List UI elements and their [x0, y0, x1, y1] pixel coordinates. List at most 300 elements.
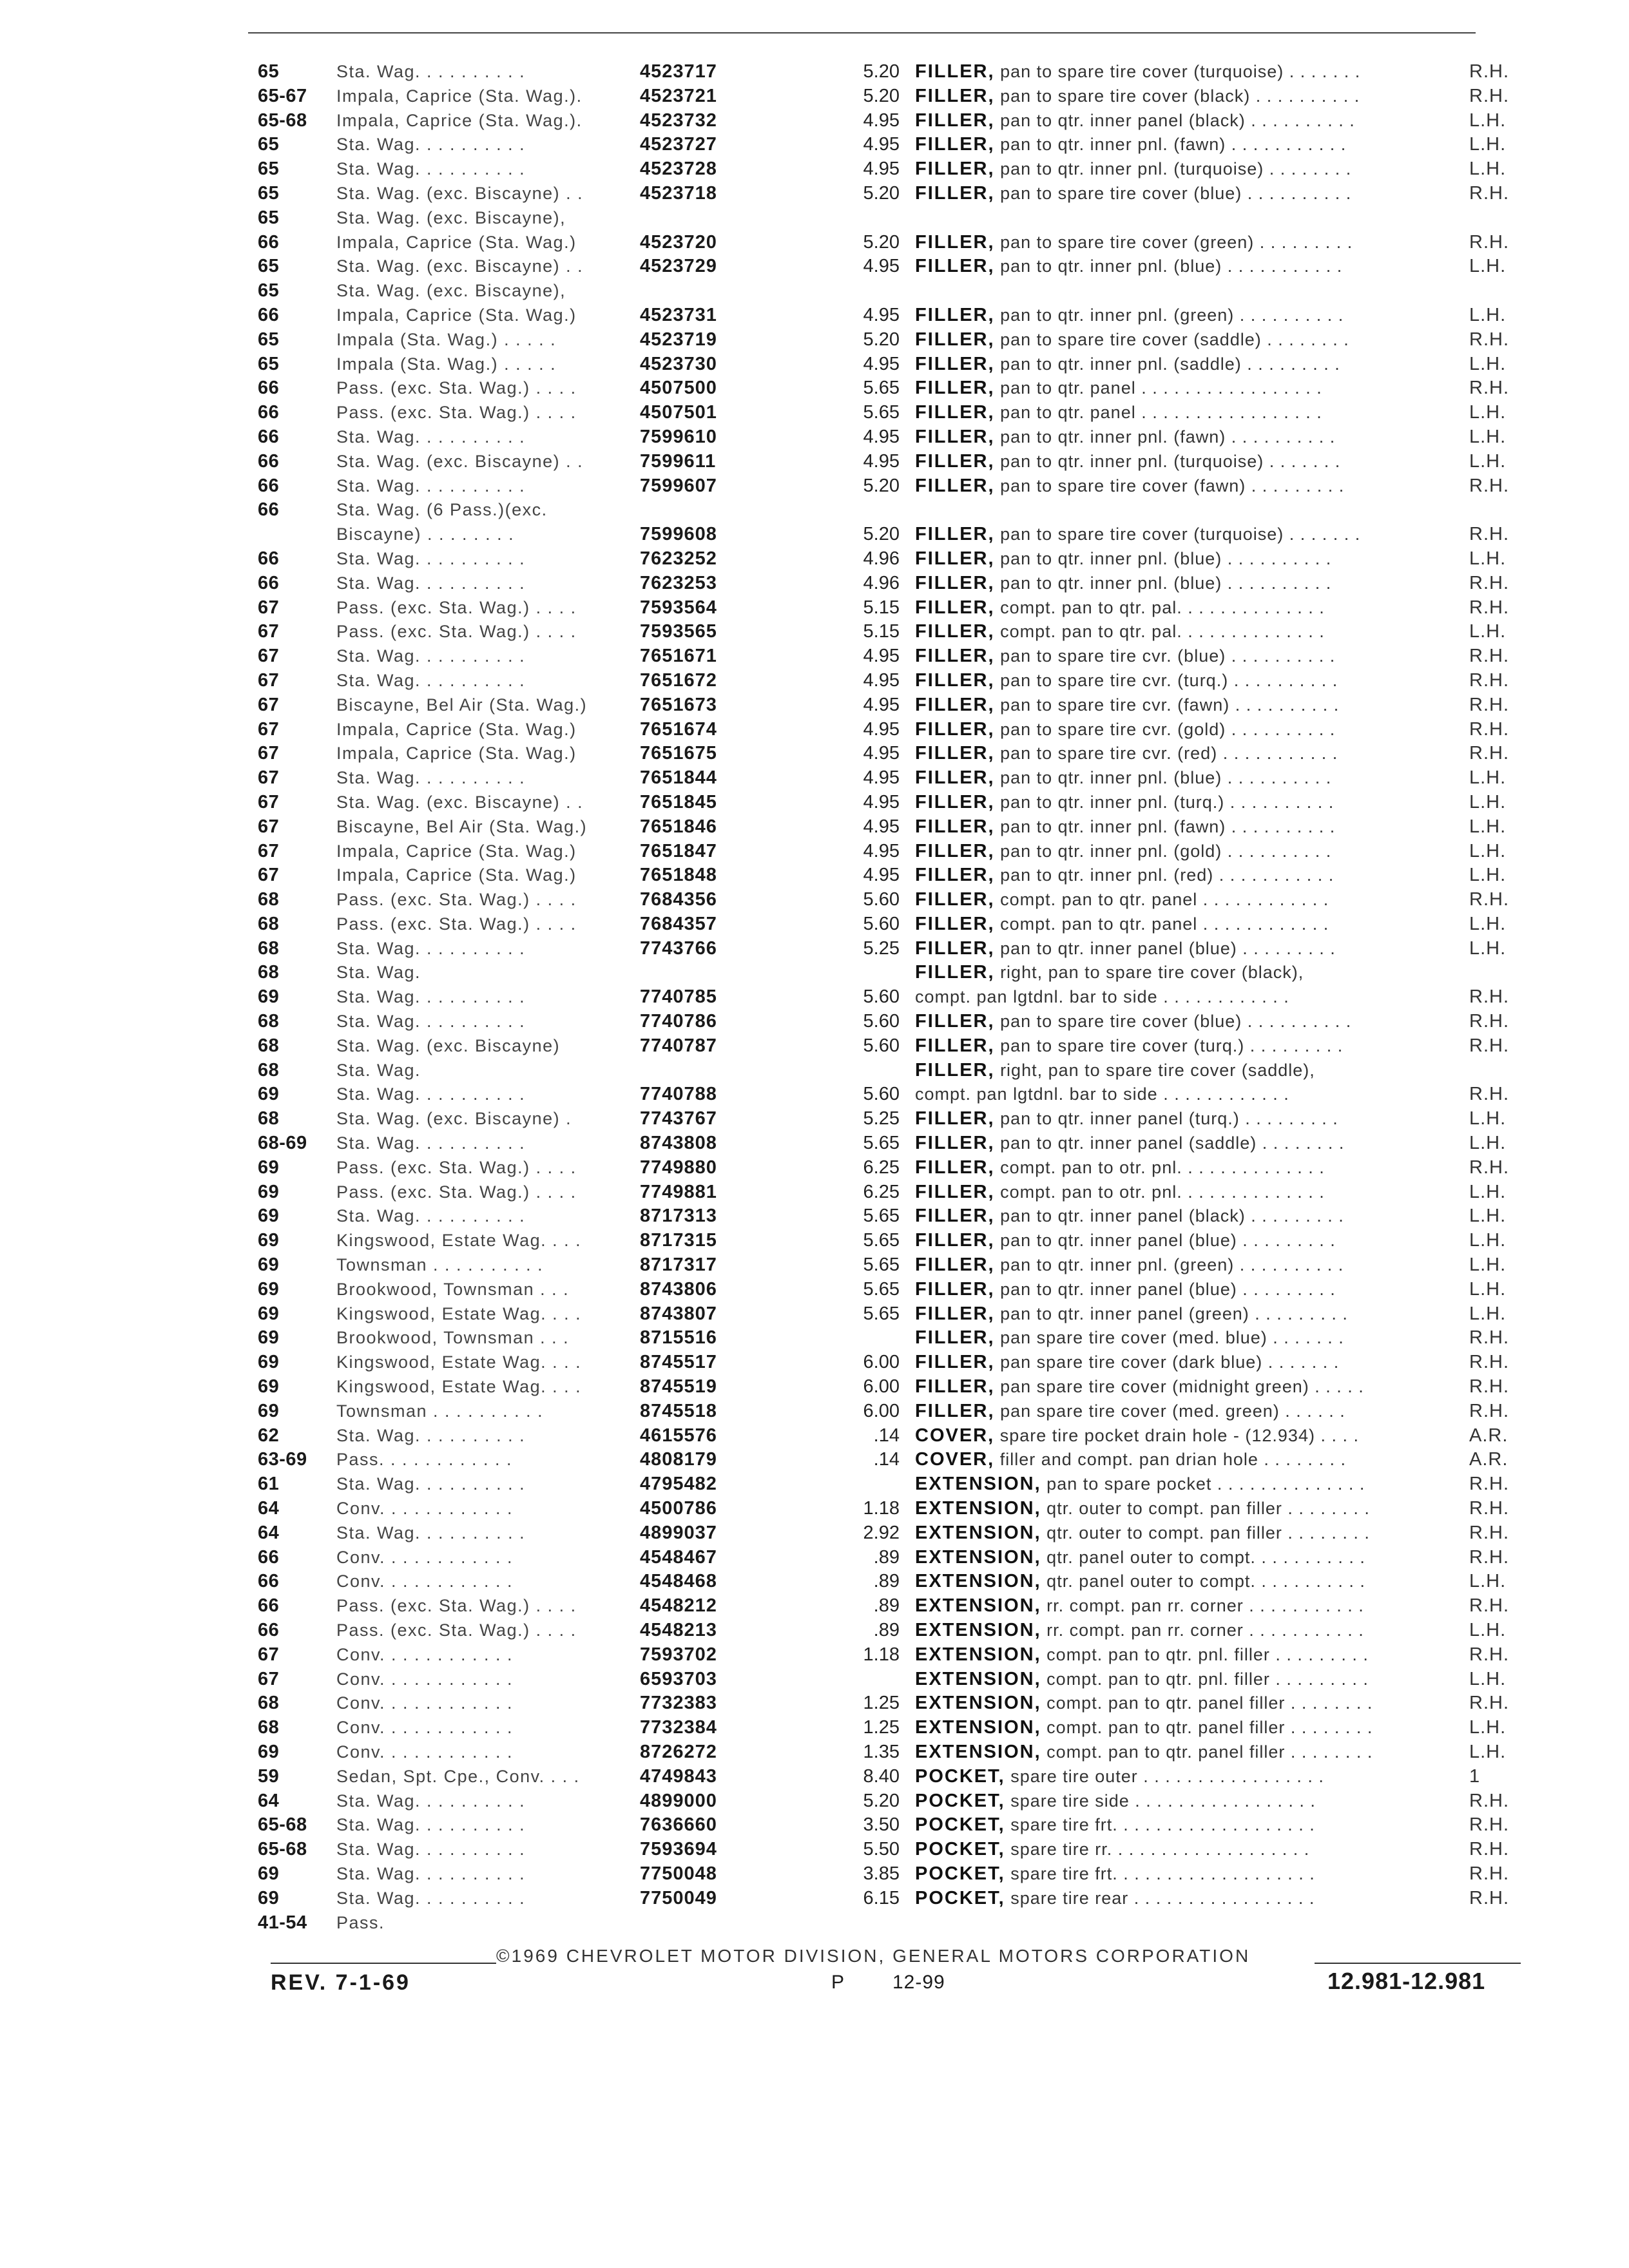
item-description: compt. pan to qtr. panel filler . . . . . . . .	[1046, 1742, 1373, 1762]
item-name: FILLER,	[915, 426, 995, 447]
table-row	[258, 1204, 1534, 1229]
year-cell: 68	[258, 962, 280, 983]
side-cell: R.H.	[1469, 85, 1509, 106]
price-cell: 4.95	[863, 110, 900, 131]
table-row	[258, 1546, 1534, 1570]
price-cell: 5.25	[863, 937, 900, 959]
item-description: compt. pan to qtr. pal. . . . . . . . . . . . . .	[1000, 622, 1325, 642]
year-cell: 67	[258, 816, 280, 837]
item-description: pan to qtr. inner panel (blue) . . . . . . . . .	[1000, 1279, 1336, 1299]
item-description: pan to spare tire cover (saddle) . . . . . . . .	[1000, 329, 1349, 349]
description-cell	[915, 985, 1289, 1010]
price-cell: 4.95	[863, 669, 900, 691]
item-name: FILLER,	[915, 718, 995, 740]
item-name: FILLER,	[915, 1254, 995, 1276]
item-description: compt. pan to otr. pnl. . . . . . . . . . . . . .	[1000, 1182, 1325, 1202]
side-cell: R.H.	[1469, 597, 1509, 618]
description-cell	[915, 644, 1335, 669]
side-cell: R.H.	[1469, 61, 1509, 82]
item-name: FILLER,	[915, 85, 995, 106]
table-row	[258, 937, 1534, 961]
side-cell: R.H.	[1469, 694, 1509, 715]
item-name: FILLER,	[915, 840, 995, 861]
table-row	[258, 1278, 1534, 1302]
part-number-cell: 7749880	[640, 1157, 717, 1178]
description-cell	[915, 1131, 1344, 1156]
item-description: pan to spare tire cover (turquoise) . . . . . . .	[1000, 62, 1361, 81]
item-description: pan to spare tire cvr. (red) . . . . . . . . . . .	[1000, 744, 1338, 764]
price-cell: 5.65	[863, 1206, 900, 1227]
item-description: qtr. panel outer to compt. . . . . . . . . . .	[1046, 1547, 1365, 1567]
year-cell: 65	[258, 159, 280, 180]
year-cell: 66	[258, 231, 280, 253]
side-cell: L.H.	[1469, 1254, 1507, 1276]
side-cell: A.R.	[1469, 1449, 1509, 1470]
model-cell: Sta. Wag. . . . . . . . . .	[336, 1840, 526, 1860]
side-cell: L.H.	[1469, 450, 1507, 472]
footer-rule-right	[1315, 1963, 1521, 1964]
table-row	[258, 547, 1534, 572]
side-cell: L.H.	[1469, 1668, 1507, 1689]
price-cell: 5.20	[863, 475, 900, 496]
price-cell: 3.85	[863, 1863, 900, 1884]
page-number: 12-99	[892, 1972, 945, 1993]
description-cell	[915, 1862, 1315, 1887]
table-row	[258, 303, 1534, 328]
item-name: COVER,	[915, 1425, 995, 1446]
part-number-cell: 4523720	[640, 231, 717, 253]
table-row	[258, 376, 1534, 401]
item-description: compt. pan to qtr. pnl. filler . . . . . . . . .	[1046, 1644, 1369, 1664]
item-description: pan spare tire cover (med. blue) . . . . . . .	[1000, 1328, 1344, 1348]
year-cell: 69	[258, 1376, 280, 1398]
year-cell: 67	[258, 767, 280, 789]
description-cell	[915, 60, 1360, 84]
part-number-cell: 7651675	[640, 743, 717, 764]
model-cell: Sta. Wag. . . . . . . . . .	[336, 1012, 526, 1032]
model-cell: Biscayne, Bel Air (Sta. Wag.)	[336, 695, 588, 715]
year-cell: 63-69	[258, 1449, 307, 1470]
price-cell: 4.95	[863, 646, 900, 667]
price-cell: 5.60	[863, 1035, 900, 1056]
item-name: FILLER,	[915, 159, 995, 180]
item-name: EXTENSION,	[915, 1620, 1041, 1640]
side-cell: L.H.	[1469, 1133, 1507, 1154]
part-number-cell: 7749881	[640, 1181, 717, 1202]
description-cell	[915, 766, 1331, 791]
part-number-cell: 4548467	[640, 1546, 717, 1568]
model-cell: Conv. . . . . . . . . . . .	[336, 1718, 514, 1738]
price-cell: 5.20	[863, 329, 900, 350]
item-description: pan to spare tire cover (fawn) . . . . . . . . .	[1000, 476, 1345, 495]
description-cell	[915, 669, 1338, 693]
model-cell: Pass. . . . . . . . . . . .	[336, 1450, 513, 1470]
table-row	[258, 644, 1534, 669]
description-cell	[915, 1180, 1325, 1205]
price-cell: 5.15	[863, 621, 900, 642]
part-number-cell: 4808179	[640, 1449, 717, 1470]
year-cell: 66	[258, 572, 280, 593]
item-description: pan to qtr. inner pnl. (blue) . . . . . . . . . .	[1000, 768, 1332, 788]
description-cell	[915, 1667, 1369, 1692]
part-number-cell: 8745519	[640, 1376, 717, 1398]
side-cell: R.H.	[1469, 1693, 1509, 1714]
description-cell	[915, 1448, 1346, 1472]
year-cell: 66	[258, 304, 280, 325]
year-cell: 67	[258, 743, 280, 764]
part-number-cell: 7651845	[640, 791, 717, 812]
model-cell: Pass. (exc. Sta. Wag.) . . . .	[336, 1596, 577, 1616]
year-cell: 65-68	[258, 1839, 307, 1860]
item-name: FILLER,	[915, 1108, 995, 1129]
item-name: FILLER,	[915, 1327, 995, 1349]
table-row	[258, 1716, 1534, 1740]
description-cell	[915, 109, 1355, 133]
table-row	[258, 1034, 1534, 1059]
price-cell: 5.65	[863, 1278, 900, 1300]
price-cell: 1.18	[863, 1498, 900, 1519]
table-row	[258, 1399, 1534, 1424]
part-number-cell: 8726272	[640, 1741, 717, 1762]
price-cell: 6.25	[863, 1181, 900, 1202]
table-row	[258, 84, 1534, 109]
part-number-cell: 8717315	[640, 1230, 717, 1251]
side-cell: R.H.	[1469, 1352, 1509, 1373]
item-name: FILLER,	[915, 1059, 995, 1081]
description-cell	[915, 425, 1335, 450]
price-cell: 5.25	[863, 1108, 900, 1129]
description-cell	[915, 1082, 1289, 1107]
price-cell: 4.95	[863, 134, 900, 155]
side-cell: L.H.	[1469, 548, 1507, 569]
item-name: EXTENSION,	[915, 1717, 1041, 1738]
side-cell: L.H.	[1469, 865, 1507, 886]
item-description: qtr. outer to compt. pan filler . . . . . . . .	[1046, 1523, 1370, 1542]
year-cell: 67	[258, 646, 280, 667]
price-cell: 5.65	[863, 1133, 900, 1154]
revision-date: REV. 7-1-69	[271, 1970, 410, 1995]
side-cell: R.H.	[1469, 1644, 1509, 1665]
description-cell	[915, 547, 1331, 572]
table-row	[258, 1424, 1534, 1448]
side-cell: L.H.	[1469, 1230, 1507, 1251]
part-number-cell: 4523719	[640, 329, 717, 350]
price-cell: 1.25	[863, 1693, 900, 1714]
side-cell: L.H.	[1469, 621, 1507, 642]
year-cell: 66	[258, 499, 280, 521]
model-cell: Sta. Wag. . . . . . . . . .	[336, 548, 526, 568]
table-row	[258, 1010, 1534, 1034]
side-cell: R.H.	[1469, 1522, 1509, 1543]
description-cell	[915, 182, 1351, 206]
table-row	[258, 620, 1534, 644]
item-description: pan to qtr. inner pnl. (blue) . . . . . . . . . . .	[1000, 256, 1343, 276]
model-cell: Sta. Wag. . . . . . . . . .	[336, 573, 526, 593]
side-cell: R.H.	[1469, 1546, 1509, 1568]
year-cell: 65-67	[258, 85, 307, 106]
year-cell: 66	[258, 548, 280, 569]
item-name: FILLER,	[915, 1206, 995, 1227]
model-cell: Brookwood, Townsman . . .	[336, 1328, 570, 1348]
item-description: pan to qtr. inner panel (turq.) . . . . . . . . .	[1000, 1109, 1338, 1129]
part-number-cell: 4615576	[640, 1425, 717, 1446]
year-cell: 69	[258, 1741, 280, 1762]
side-cell: L.H.	[1469, 353, 1507, 374]
item-description: pan to qtr. inner pnl. (turquoise) . . . . . . . .	[1000, 159, 1352, 179]
item-description: compt. pan to qtr. pal. . . . . . . . . . . . . .	[1000, 597, 1325, 617]
price-cell: 5.60	[863, 1084, 900, 1105]
copyright-text: ©1969 CHEVROLET MOTOR DIVISION, GENERAL MOTORS CORPORATION	[496, 1946, 1251, 1966]
model-cell: Pass.	[336, 1912, 385, 1932]
description-cell	[915, 620, 1325, 644]
description-cell	[915, 1059, 1315, 1083]
model-cell: Sta. Wag. . . . . . . . . .	[336, 1791, 526, 1811]
description-cell	[915, 1375, 1364, 1399]
item-description: pan to spare tire cvr. (blue) . . . . . . . . . .	[1000, 646, 1336, 666]
item-name: FILLER,	[915, 743, 995, 764]
part-number-cell: 7651671	[640, 646, 717, 667]
side-cell: L.H.	[1469, 402, 1507, 423]
year-cell: 65	[258, 61, 280, 82]
price-cell: 8.40	[863, 1765, 900, 1787]
price-cell: 4.95	[863, 159, 900, 180]
year-cell: 68	[258, 1693, 280, 1714]
year-cell: 67	[258, 621, 280, 642]
table-row	[258, 1059, 1534, 1083]
table-row	[258, 157, 1534, 182]
price-cell: 5.20	[863, 524, 900, 545]
year-cell: 66	[258, 475, 280, 496]
description-cell	[915, 401, 1322, 425]
table-row	[258, 669, 1534, 693]
model-cell: Sta. Wag. . . . . . . . . .	[336, 476, 526, 495]
part-number-cell: 4523730	[640, 353, 717, 374]
item-description: spare tire side . . . . . . . . . . . . . . . . .	[1010, 1791, 1316, 1811]
model-cell: Pass. (exc. Sta. Wag.) . . . .	[336, 1182, 577, 1202]
price-cell: 6.00	[863, 1352, 900, 1373]
table-row	[258, 1521, 1534, 1546]
year-cell: 69	[258, 1230, 280, 1251]
description-cell	[915, 596, 1325, 620]
part-number-cell: 8743807	[640, 1303, 717, 1324]
model-cell: Sta. Wag. . . . . . . . . .	[336, 1084, 526, 1104]
part-number-cell: 7651673	[640, 694, 717, 715]
item-description: pan to spare tire cover (turquoise) . . . . . . .	[1000, 524, 1361, 544]
description-cell	[915, 1326, 1344, 1350]
price-cell: 5.60	[863, 986, 900, 1008]
model-cell: Brookwood, Townsman . . .	[336, 1279, 570, 1299]
part-number-cell: 4548212	[640, 1595, 717, 1617]
item-description: rr. compt. pan rr. corner . . . . . . . . . . .	[1046, 1620, 1364, 1640]
item-description: pan to qtr. inner panel (green) . . . . . . . . .	[1000, 1303, 1348, 1323]
item-name: FILLER,	[915, 256, 995, 277]
price-cell: .89	[873, 1571, 900, 1592]
item-description: pan to qtr. inner pnl. (green) . . . . . . . . . .	[1000, 1255, 1344, 1275]
table-row	[258, 523, 1534, 547]
part-number-cell: 4523732	[640, 110, 717, 131]
model-cell: Sta. Wag. . . . . . . . . .	[336, 670, 526, 690]
side-cell: R.H.	[1469, 1498, 1509, 1519]
model-cell: Pass. (exc. Sta. Wag.) . . . .	[336, 378, 577, 398]
part-number-cell: 4507500	[640, 378, 717, 399]
table-row	[258, 1887, 1534, 1911]
page-mark: P	[831, 1972, 845, 1993]
year-cell: 69	[258, 1327, 280, 1349]
price-cell: 4.96	[863, 548, 900, 569]
price-cell: 5.60	[863, 913, 900, 934]
description-cell	[915, 912, 1329, 937]
price-cell: 5.65	[863, 1254, 900, 1276]
side-cell: L.H.	[1469, 134, 1507, 155]
side-cell: R.H.	[1469, 743, 1509, 764]
year-cell: 66	[258, 1620, 280, 1640]
part-number-cell: 7651847	[640, 840, 717, 861]
year-cell: 65	[258, 280, 280, 302]
description-cell	[915, 376, 1322, 401]
description-cell	[915, 1619, 1364, 1643]
item-name: FILLER,	[915, 475, 995, 496]
item-name: FILLER,	[915, 378, 995, 399]
price-cell: 4.95	[863, 426, 900, 447]
item-name: FILLER,	[915, 865, 995, 886]
item-name: POCKET,	[915, 1887, 1005, 1908]
part-number-cell: 4500786	[640, 1498, 717, 1519]
year-cell: 65	[258, 134, 280, 155]
side-cell: R.H.	[1469, 1839, 1509, 1860]
item-description: pan spare tire cover (med. green) . . . . . .	[1000, 1401, 1345, 1421]
table-row	[258, 718, 1534, 742]
table-row	[258, 255, 1534, 279]
part-number-cell: 4523729	[640, 256, 717, 277]
description-cell	[915, 1229, 1336, 1253]
model-cell: Pass. (exc. Sta. Wag.) . . . .	[336, 1620, 577, 1640]
item-name: FILLER,	[915, 329, 995, 350]
item-name: EXTENSION,	[915, 1474, 1041, 1495]
model-cell: Conv. . . . . . . . . . . .	[336, 1644, 514, 1664]
year-cell: 68	[258, 1717, 280, 1738]
price-cell: 4.96	[863, 572, 900, 593]
model-cell: Pass. (exc. Sta. Wag.) . . . .	[336, 914, 577, 934]
year-cell: 67	[258, 1668, 280, 1689]
table-row	[258, 1131, 1534, 1156]
item-description: pan spare tire cover (midnight green) . . . . .	[1000, 1377, 1364, 1397]
side-cell: R.H.	[1469, 889, 1509, 910]
description-cell	[915, 1691, 1373, 1716]
part-number-cell: 7593564	[640, 597, 717, 618]
part-number-cell: 8717313	[640, 1206, 717, 1227]
item-name: COVER,	[915, 1449, 995, 1470]
item-description: spare tire rear . . . . . . . . . . . . . . . . .	[1010, 1888, 1315, 1908]
table-row	[258, 1619, 1534, 1643]
description-cell	[915, 1253, 1344, 1278]
year-cell: 59	[258, 1765, 280, 1787]
year-cell: 66	[258, 426, 280, 447]
price-cell: 4.95	[863, 767, 900, 789]
description-cell	[915, 1570, 1365, 1594]
item-name: EXTENSION,	[915, 1546, 1041, 1568]
item-name: POCKET,	[915, 1839, 1005, 1860]
side-cell: L.H.	[1469, 304, 1507, 325]
table-row	[258, 1253, 1534, 1278]
year-cell: 67	[258, 597, 280, 618]
side-cell: A.R.	[1469, 1425, 1509, 1446]
item-name: FILLER,	[915, 621, 995, 642]
model-cell: Biscayne) . . . . . . . .	[336, 524, 515, 544]
side-cell: R.H.	[1469, 986, 1509, 1008]
item-name: FILLER,	[915, 1011, 995, 1032]
part-number-cell: 4795482	[640, 1474, 717, 1495]
part-number-cell: 7740785	[640, 986, 717, 1008]
price-cell: .14	[873, 1425, 900, 1446]
description-cell	[915, 1472, 1365, 1497]
item-description: spare tire frt. . . . . . . . . . . . . . . . . . .	[1010, 1815, 1315, 1835]
model-cell: Impala, Caprice (Sta. Wag.)	[336, 841, 577, 861]
item-description: spare tire frt. . . . . . . . . . . . . . . . . . .	[1010, 1863, 1315, 1883]
model-cell: Conv. . . . . . . . . . . .	[336, 1547, 514, 1567]
description-cell	[915, 791, 1334, 815]
part-number-cell: 8715516	[640, 1327, 717, 1349]
item-description: compt. pan to qtr. panel . . . . . . . . . . . .	[1000, 890, 1329, 910]
description-cell	[915, 1156, 1325, 1180]
year-cell: 69	[258, 1084, 280, 1105]
part-number-cell: 8745518	[640, 1400, 717, 1421]
side-cell: R.H.	[1469, 1863, 1509, 1884]
table-row	[258, 182, 1534, 206]
model-cell: Kingswood, Estate Wag. . . .	[336, 1303, 582, 1323]
model-cell: Sta. Wag. . . . . . . . . .	[336, 427, 526, 447]
item-name: FILLER,	[915, 1157, 995, 1178]
item-name: FILLER,	[915, 572, 995, 593]
item-description: pan to spare tire cover (blue) . . . . . . . . . .	[1000, 183, 1352, 203]
year-cell: 68	[258, 1059, 280, 1081]
description-cell	[915, 1497, 1370, 1521]
year-cell: 69	[258, 1181, 280, 1202]
price-cell: 5.65	[863, 378, 900, 399]
item-description: spare tire rr. . . . . . . . . . . . . . . . . . .	[1010, 1840, 1310, 1860]
price-cell: 6.25	[863, 1157, 900, 1178]
group-number: 12.981-12.981	[1327, 1968, 1486, 1994]
side-cell: L.H.	[1469, 110, 1507, 131]
part-number-cell: 4548468	[640, 1571, 717, 1592]
year-cell: 68	[258, 889, 280, 910]
table-row	[258, 1472, 1534, 1497]
item-description: pan to spare tire cvr. (gold) . . . . . . . . . .	[1000, 719, 1336, 739]
model-cell: Townsman . . . . . . . . . .	[336, 1255, 544, 1275]
model-cell: Sta. Wag. (exc. Biscayne) .	[336, 1109, 572, 1129]
model-cell: Biscayne, Bel Air (Sta. Wag.)	[336, 816, 588, 836]
table-row	[258, 1789, 1534, 1814]
side-cell: R.H.	[1469, 572, 1509, 593]
description-cell	[915, 1789, 1316, 1814]
year-cell: 69	[258, 1400, 280, 1421]
table-row	[258, 863, 1534, 888]
part-number-cell: 8745517	[640, 1352, 717, 1373]
description-cell	[915, 937, 1336, 961]
model-cell: Sta. Wag. (exc. Biscayne) . .	[336, 256, 584, 276]
price-cell: 4.95	[863, 791, 900, 812]
year-cell: 69	[258, 986, 280, 1008]
part-number-cell: 4523727	[640, 134, 717, 155]
item-name: FILLER,	[915, 669, 995, 691]
model-cell: Sta. Wag. (exc. Biscayne)	[336, 1035, 561, 1055]
model-cell: Sta. Wag. . . . . . . . . .	[336, 987, 526, 1007]
year-cell: 67	[258, 791, 280, 812]
model-cell: Conv. . . . . . . . . . . .	[336, 1669, 514, 1689]
table-row	[258, 791, 1534, 815]
table-row	[258, 596, 1534, 620]
item-description: right, pan to spare tire cover (saddle),	[1000, 1060, 1315, 1080]
model-cell: Kingswood, Estate Wag. . . .	[336, 1352, 582, 1372]
